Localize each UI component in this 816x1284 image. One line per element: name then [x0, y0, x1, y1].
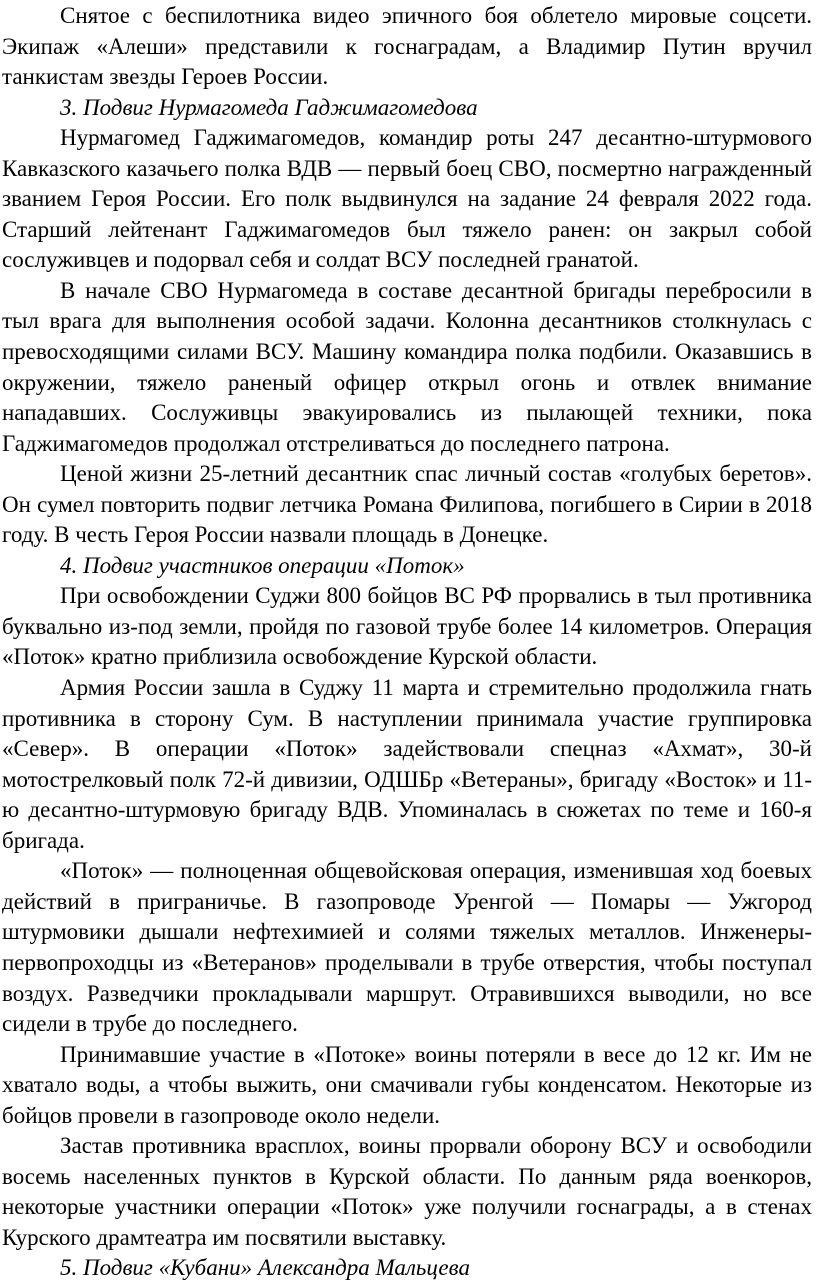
paragraph-potok-intro: При освобождении Суджи 800 бойцов ВС РФ прорвались в тыл противника буквально из-под земли, пройдя по газовой трубе более 14 километров. Операция «Поток» кратно приблизила освобождение Курской области. [2, 583, 812, 670]
paragraph-potok-operation: «Поток» — полноценная общевойсковая операция, изменившая ход боевых действий в приграничье. В газопроводе Уренгой — Помары — Ужгород штурмовики дышали нефтехимией и солями тяжелых металлов. Инженеры-первопроходцы из «Ветеранов» проделывали в трубе отверстия, чтобы поступал воздух. Разведчики прокладывали маршрут. Отравившихся выводили, но все сидели в трубе до последнего. [2, 858, 812, 1037]
section-heading-4: 4. Подвиг участников операции «Поток» [60, 552, 465, 578]
paragraph-gadzhimagomedov-legacy: Ценой жизни 25-летний десантник спас личный состав «голубых беретов». Он сумел повторить подвиг летчика Романа Филипова, погибшего в Сирии в 2018 году. В честь Героя России назвали площадь в Донецке. [2, 461, 812, 548]
section-heading-5: 5. Подвиг «Кубани» Александра Мальцева [60, 1255, 470, 1281]
paragraph-video-heroes: Снятое с беспилотника видео эпичного боя облетело мировые соцсети. Экипаж «Алеши» представили к госнаградам, а Владимир Путин вручил танкистам звезды Героев России. [2, 3, 812, 90]
paragraph-gadzhimagomedov-battle: В начале СВО Нурмагомеда в составе десантной бригады перебросили в тыл врага для выполнения особой задачи. Колонна десантников столкнулась с превосходящими силами ВСУ. Машину командира полка подбили. Оказавшись в окружении, тяжело раненый офицер открыл огонь и отвлек внимание нападавших. Сослуживцы эвакуировались из пылающей техники, пока Гаджимагомедов продолжал отстреливаться до последнего патрона. [2, 277, 812, 456]
paragraph-gadzhimagomedov-intro: Нурмагомед Гаджимагомедов, командир роты 247 десантно-штурмового Кавказского казачьего полка ВДВ — первый боец СВО, посмертно награжденный званием Героя России. Его полк выдвинулся на задание 24 февраля 2022 года. Старший лейтенант Гаджимагомедов был тяжело ранен: он закрыл собой сослуживцев и подорвал себя и солдат ВСУ последней гранатой. [2, 125, 812, 273]
paragraph-potok-hardships: Принимавшие участие в «Потоке» воины потеряли в весе до 12 кг. Им не хватало воды, а чтобы выжить, они смачивали губы конденсатом. Некоторые из бойцов провели в газопроводе около недели. [2, 1041, 812, 1128]
section-heading-3: 3. Подвиг Нурмагомеда Гаджимагомедова [60, 94, 478, 120]
paragraph-potok-units: Армия России зашла в Суджу 11 марта и стремительно продолжила гнать противника в сторону Сум. В наступлении принимала участие группировка «Север». В операции «Поток» задействовали спецназ «Ахмат», 30-й мотострелковый полк 72-й дивизии, ОДШБр «Ветераны», бригаду «Восток» и 11-ю десантно-штурмовую бригаду ВДВ. Упоминалась в сюжетах по теме и 160-я бригада. [2, 675, 812, 853]
paragraph-potok-result: Застав противника врасплох, воины прорвали оборону ВСУ и освободили восемь населенных пунктов в Курской области. По данным ряда военкоров, некоторые участники операции «Поток» уже получили госнаграды, а в стенах Курского драмтеатра им посвятили выставку. [2, 1133, 812, 1250]
